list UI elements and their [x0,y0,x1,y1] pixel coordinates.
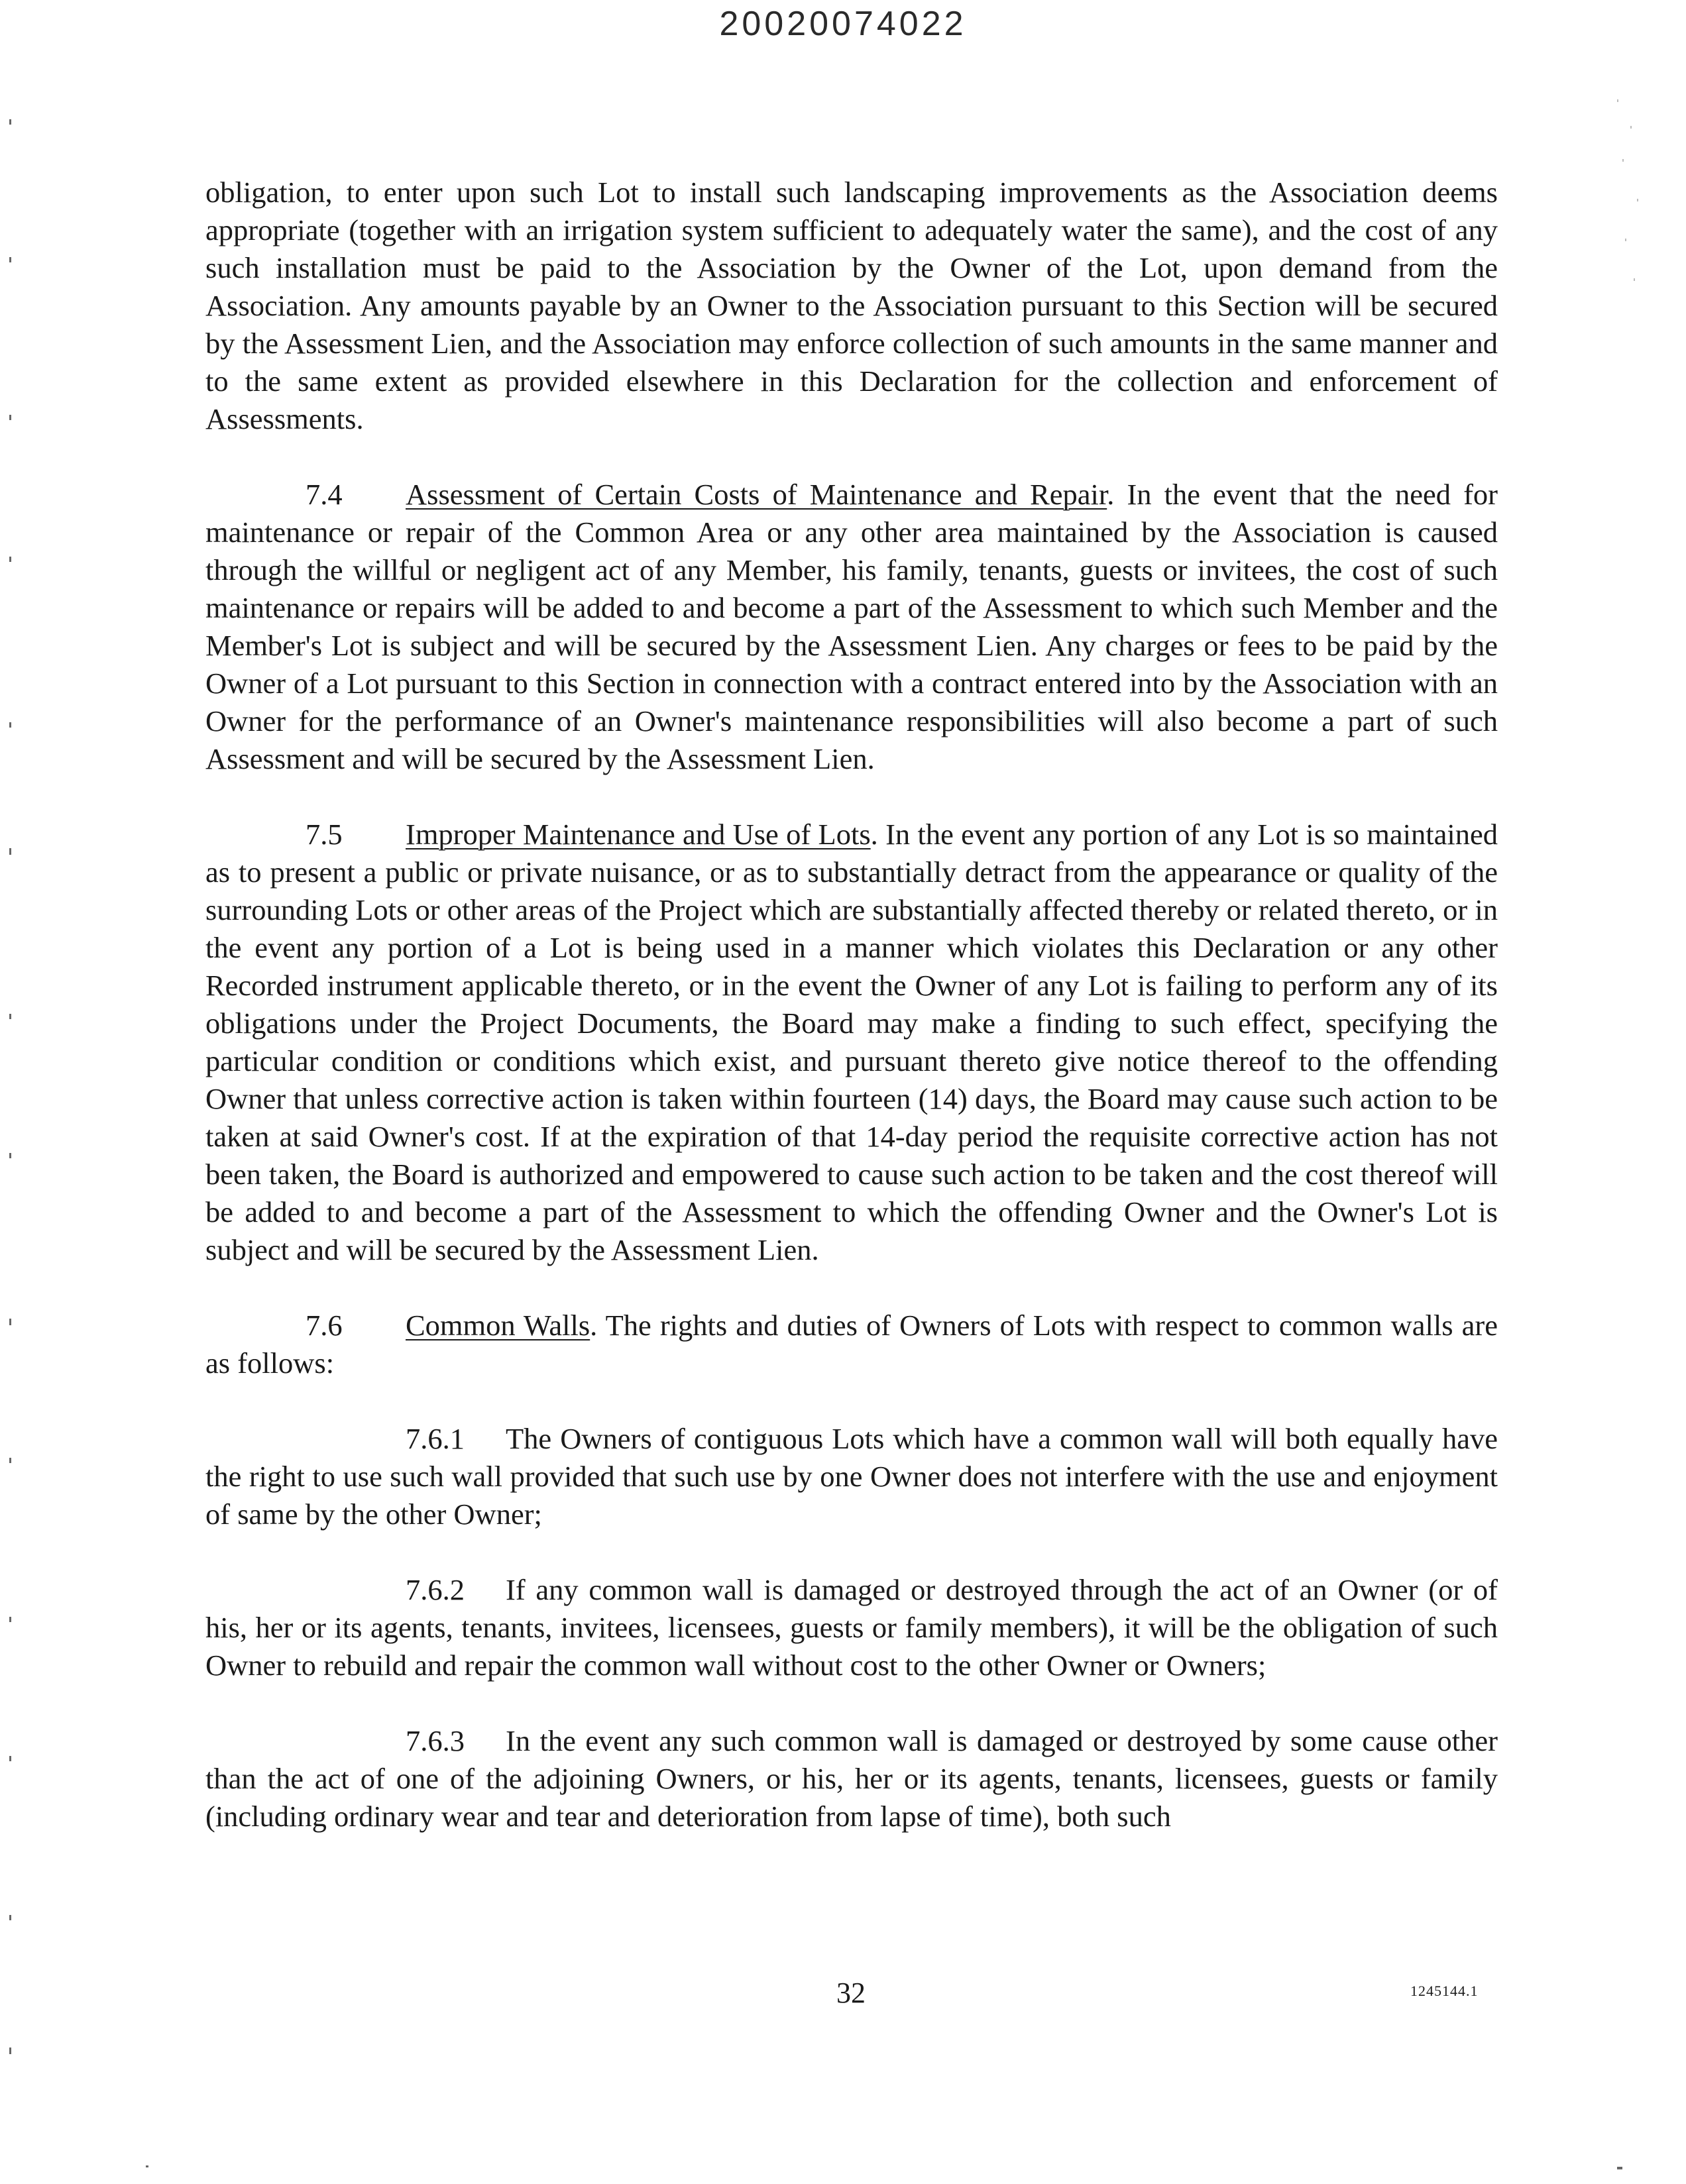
subsection-text: If any common wall is damaged or destroyed through the act of an Owner (or of his, her or its agents, tenants, invitees, licensees, guests or family members), it will be the obligation of such Owner to rebuild and repair the common wall without cost to the other Owner or Owners; [205,1573,1498,1682]
scan-speck [9,1617,11,1622]
section-7-6 [205,1307,1498,1382]
subsection-number: 7.6.3 [406,1724,465,1757]
scan-speck [1630,126,1632,129]
subsection-text: The Owners of contiguous Lots which have a common wall will both equally have the right to use such wall provided that such use by one Owner does not interfere with the use and enjoyment of same by the other Owner; [205,1422,1498,1531]
section-7-4 [205,476,1498,778]
scan-speck [1622,159,1624,162]
document-id: 1245144.1 [1410,1983,1479,1999]
section-7-6-1 [205,1420,1498,1533]
section-number: 7.5 [306,818,343,851]
scan-speck [146,2165,148,2167]
scan-speck [1637,199,1638,201]
page-number: 32 [836,1977,866,2009]
scan-speck [9,257,11,262]
section-7-6-3 [205,1722,1498,1835]
scan-speck [1617,2167,1622,2169]
scan-speck [1625,239,1626,241]
scan-speck [9,1458,11,1463]
scan-speck [9,1014,11,1019]
document-number: 20020074022 [719,5,967,43]
scan-speck [9,848,11,855]
document-body [205,174,1498,1835]
scan-speck [9,415,11,420]
scan-speck [9,557,11,562]
scan-speck [9,1915,11,1920]
subsection-number: 7.6.1 [406,1422,465,1455]
scan-speck [9,2048,11,2054]
paragraph-intro: obligation, to enter upon such Lot to install such landscaping improvements as the Association deems appropriate (together with an irrigation system sufficient to adequately water the same), and the cost of any such installation must be paid to the Association by the Owner of the Lot, upon demand from the Association. Any amounts payable by an Owner to the Association pursuant to this Section will be secured by the Assessment Lien, and the Association may enforce collection of such amounts in the same manner and to the same extent as provided elsewhere in this Declaration for the collection and enforcement of Assessments. [205,176,1498,435]
section-text: . The rights and duties of Owners of Lots with respect to common walls are as follows: [205,1309,1498,1380]
section-text: . In the event any portion of any Lot is so maintained as to present a public or private nuisance, or as to substantially detract from the appearance or quality of the surrounding Lots or other areas of the Project which are substantially affected thereby or related thereto, or in the event any portion of a Lot is being used in a manner which violates this Declaration or any other Recorded instrument applicable thereto, or in the event the Owner of any Lot is failing to perform any of its obligations under the Project Documents, the Board may make a finding to such effect, specifying the particular condition or conditions which exist, and pursuant thereto give notice thereof to the offending Owner that unless corrective action is taken within fourteen (14) days, the Board may cause such action to be taken at said Owner's cost. If at the expiration of that 14-day period the requisite corrective action has not been taken, the Board is authorized and empowered to cause such action to be taken and the cost thereof will be added to and become a part of the Assessment to which the offending Owner and the Owner's Lot is subject and will be secured by the Assessment Lien. [205,818,1498,1266]
section-text: . In the event that the need for maintenance or repair of the Common Area or any other area maintained by the Association is caused through the willful or negligent act of any Member, his family, tenants, guests or invitees, the cost of such maintenance or repairs will be added to and become a part of the Assessment to which such Member and the Member's Lot is subject and will be secured by the Assessment Lien. Any charges or fees to be paid by the Owner of a Lot pursuant to this Section in connection with a contract entered into by the Association with an Owner for the performance of an Owner's maintenance responsibilities will also become a part of such Assessment and will be secured by the Assessment Lien. [205,478,1498,775]
scan-speck [9,1756,11,1761]
scan-speck [9,119,11,125]
section-number: 7.4 [306,478,343,511]
section-number: 7.6 [306,1309,343,1342]
subsection-text: In the event any such common wall is damaged or destroyed by some cause other than the act of one of the adjoining Owners, or his, her or its agents, tenants, licensees, guests or family (including ordinary wear and tear and deterioration from lapse of time), both such [205,1724,1498,1833]
scan-speck [9,1319,11,1325]
scan-speck [1634,278,1635,281]
section-7-5 [205,816,1498,1269]
scan-speck [9,1153,11,1158]
subsection-number: 7.6.2 [406,1573,465,1606]
section-heading: Assessment of Certain Costs of Maintenance and Repair [406,478,1107,511]
scan-speck [9,722,11,728]
section-heading: Improper Maintenance and Use of Lots [406,818,871,851]
section-heading: Common Walls [406,1309,590,1342]
section-7-6-2 [205,1571,1498,1684]
scan-speck [1617,99,1618,102]
